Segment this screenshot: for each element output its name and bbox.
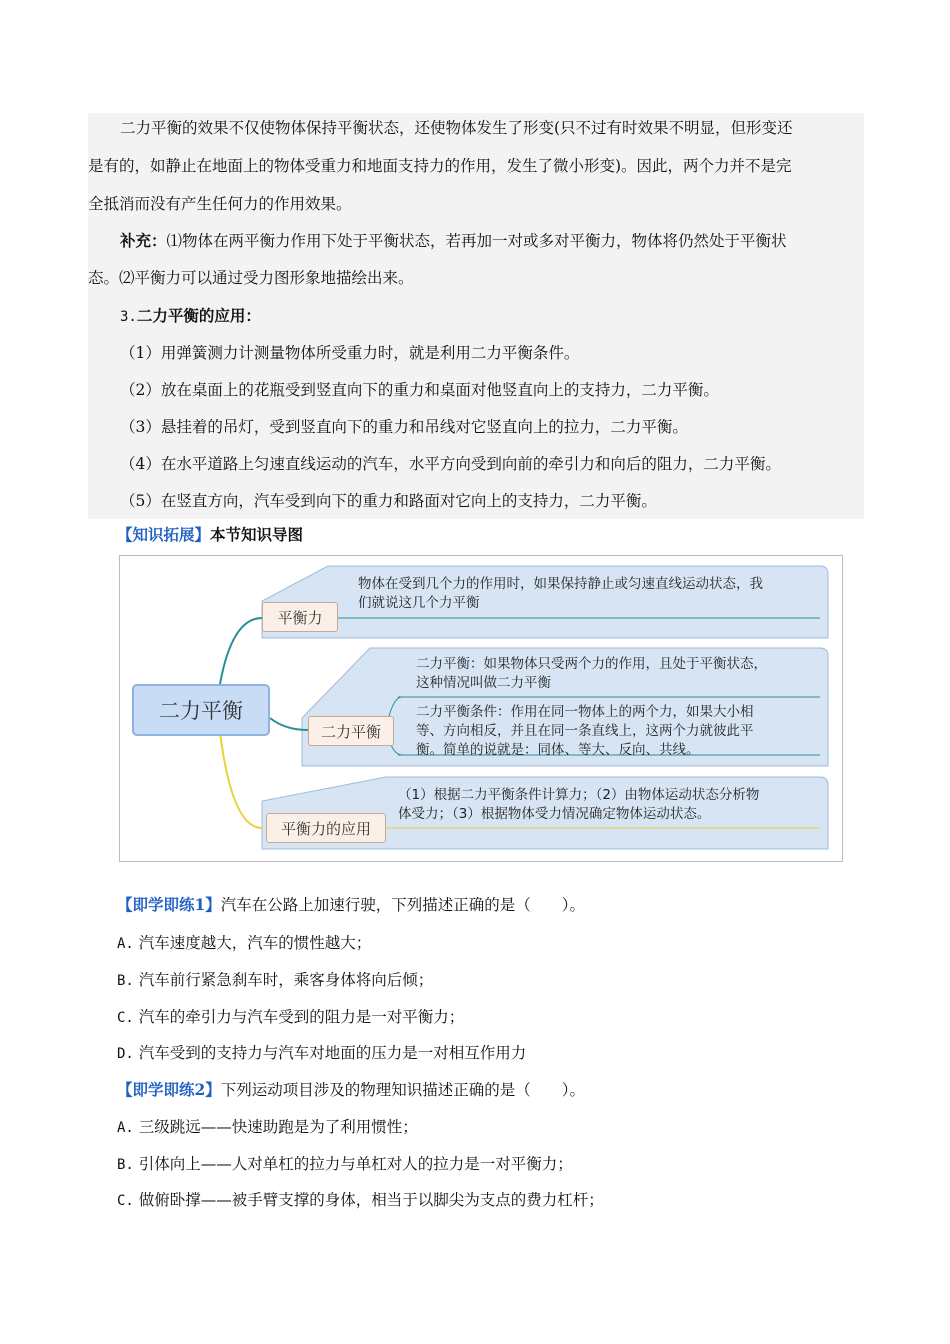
option-letter: C. bbox=[117, 1010, 134, 1026]
application-item: （4）在水平道路上匀速直线运动的汽车，水平方向受到向前的牵引力和向后的阻力，二力平衡。 bbox=[120, 455, 781, 473]
paragraph-line: 全抵消而没有产生任何力的作用效果。 bbox=[88, 195, 352, 213]
paragraph-line: 态。⑵平衡力可以通过受力图形象地描绘出来。 bbox=[88, 269, 414, 287]
option-row bbox=[117, 1190, 887, 1211]
supplement-text: ⑴物体在两平衡力作用下处于平衡状态，若再加一对或多对平衡力，物体将仍然处于平衡状 bbox=[166, 232, 787, 250]
option-letter: B. bbox=[117, 973, 134, 989]
knowledge-title: 本节知识导图 bbox=[210, 525, 304, 544]
option-row bbox=[117, 1043, 887, 1064]
branch2-cond: 二力平衡条件：作用在同一物体上的两个力，如果大小相 bbox=[416, 704, 754, 720]
heading-number: 3. bbox=[120, 309, 137, 325]
branch2-def: 二力平衡：如果物体只受两个力的作用，且处于平衡状态， bbox=[416, 656, 767, 672]
option-row bbox=[117, 970, 887, 991]
option-letter: B. bbox=[117, 1157, 134, 1173]
option-text: 做俯卧撑——被手臂支撑的身体，相当于以脚尖为支点的费力杠杆； bbox=[138, 1191, 604, 1209]
practice1-question bbox=[117, 895, 887, 915]
practice2-text: 下列运动项目涉及的物理知识描述正确的是（ ）。 bbox=[220, 1081, 586, 1099]
branch2-cond: 衡。简单的说就是：同体、等大、反向、共线。 bbox=[416, 742, 700, 758]
application-item: （2）放在桌面上的花瓶受到竖直向下的重力和桌面对他竖直向上的支持力，二力平衡。 bbox=[120, 381, 719, 399]
option-letter: A. bbox=[117, 936, 134, 952]
practice2-question bbox=[117, 1080, 887, 1100]
knowledge-tag: 【知识拓展】 bbox=[117, 525, 211, 544]
branch3-text: （1）根据二力平衡条件计算力；（2）由物体运动状态分析物 bbox=[398, 787, 760, 803]
supplement-label: 补充： bbox=[120, 231, 167, 250]
heading-text: 二力平衡的应用： bbox=[136, 306, 261, 325]
branch2-cond: 等、方向相反，并且在同一条直线上，这两个力就彼此平 bbox=[416, 723, 754, 739]
branch3-text: 体受力；（3）根据物体受力情况确定物体运动状态。 bbox=[398, 806, 711, 822]
application-heading bbox=[120, 306, 890, 327]
option-letter: C. bbox=[117, 1193, 134, 1209]
branch1-text: 物体在受到几个力的作用时，如果保持静止或匀速直线运动状态，我 bbox=[358, 576, 763, 592]
option-row bbox=[117, 1007, 887, 1028]
mind-map bbox=[119, 555, 843, 862]
paragraph-line: 是有的，如静止在地面上的物体受重力和地面支持力的作用，发生了微小形变)。因此，两个力并不是完 bbox=[88, 157, 792, 175]
knowledge-heading bbox=[117, 525, 887, 545]
application-item: （3）悬挂着的吊灯，受到竖直向下的重力和吊线对它竖直向上的拉力，二力平衡。 bbox=[120, 418, 688, 436]
option-text: 汽车前行紧急刹车时，乘客身体将向后倾； bbox=[138, 971, 434, 989]
paragraph-line: 二力平衡的效果不仅使物体保持平衡状态，还使物体发生了形变(只不过有时效果不明显，但形变还 bbox=[120, 119, 793, 137]
branch-node-application: 平衡力的应用 bbox=[266, 813, 386, 843]
practice2-tag: 【即学即练2】 bbox=[117, 1080, 221, 1099]
option-letter: A. bbox=[117, 1120, 134, 1136]
supplement-line bbox=[120, 231, 890, 251]
option-row bbox=[117, 1154, 887, 1175]
branch-node-two-force: 二力平衡 bbox=[308, 716, 394, 746]
connector-1 bbox=[220, 618, 262, 684]
option-text: 引体向上——人对单杠的拉力与单杠对人的拉力是一对平衡力； bbox=[138, 1155, 573, 1173]
option-letter: D. bbox=[117, 1046, 134, 1062]
branch2-def: 这种情况叫做二力平衡 bbox=[416, 675, 551, 691]
application-item: （1）用弹簧测力计测量物体所受重力时，就是利用二力平衡条件。 bbox=[120, 344, 580, 362]
option-text: 汽车速度越大，汽车的惯性越大； bbox=[138, 934, 372, 952]
option-row bbox=[117, 1117, 887, 1138]
branch1-text: 们就说这几个力平衡 bbox=[358, 595, 480, 611]
option-text: 三级跳远——快速助跑是为了利用惯性； bbox=[138, 1118, 418, 1136]
practice1-text: 汽车在公路上加速行驶，下列描述正确的是（ ）。 bbox=[220, 896, 586, 914]
option-text: 汽车受到的支持力与汽车对地面的压力是一对相互作用力 bbox=[138, 1044, 527, 1062]
option-text: 汽车的牵引力与汽车受到的阻力是一对平衡力； bbox=[138, 1008, 465, 1026]
root-node: 二力平衡 bbox=[132, 684, 270, 736]
branch-node-balance-force: 平衡力 bbox=[262, 602, 338, 632]
application-item: （5）在竖直方向，汽车受到向下的重力和路面对它向上的支持力，二力平衡。 bbox=[120, 492, 657, 510]
connector-3 bbox=[220, 732, 262, 828]
option-row bbox=[117, 933, 887, 954]
practice1-tag: 【即学即练1】 bbox=[117, 895, 221, 914]
